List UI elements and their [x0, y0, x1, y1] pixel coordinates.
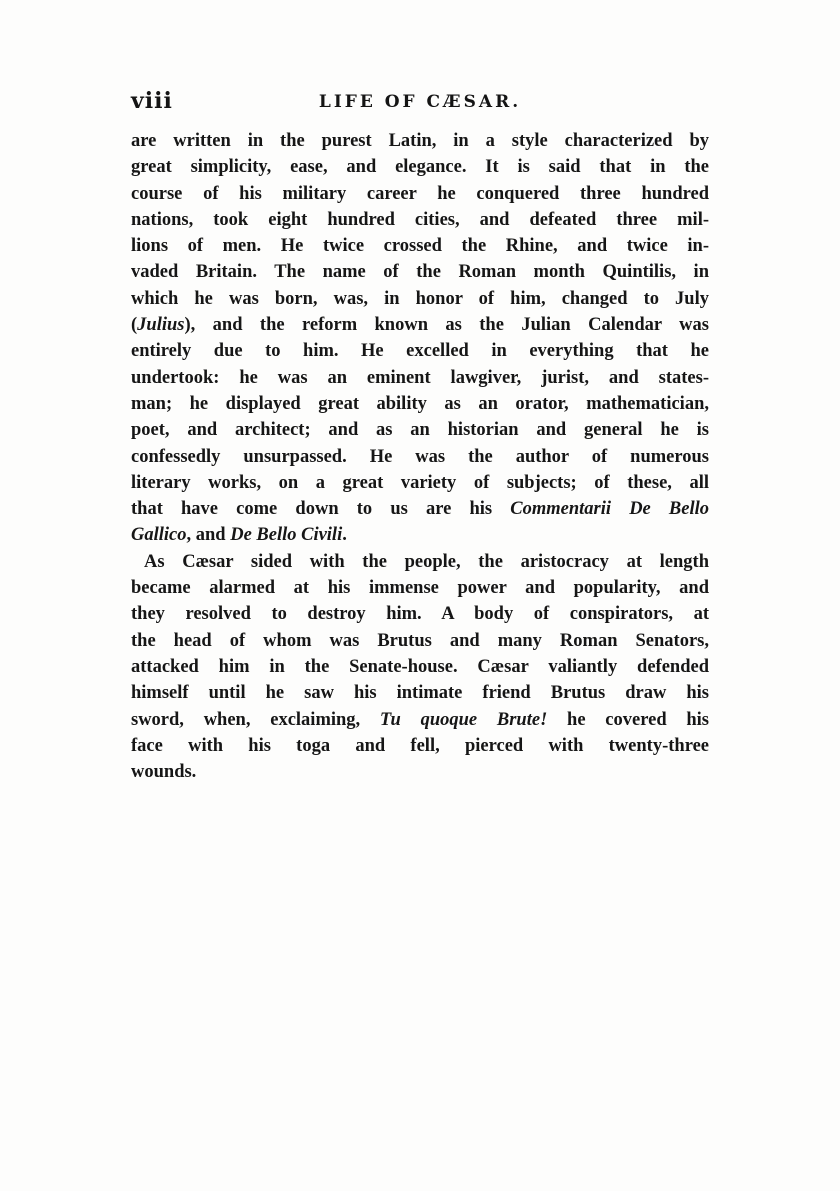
text-line: course of his military career he conquered three hundred [131, 183, 709, 204]
text-line: lions of men. He twice crossed the Rhine, and twice in- [131, 236, 709, 257]
text-segment: , and [186, 525, 231, 546]
text-line [131, 522, 709, 548]
italic-title: Commentarii De Bello [510, 499, 710, 520]
text-line: undertook: he was an eminent lawgiver, jurist, and states- [131, 367, 709, 388]
text-line: they resolved to destroy him. A body of conspirators, at [131, 604, 709, 625]
text-line [131, 707, 709, 733]
text-segment: ), and the reform known as the Julian Calendar was [184, 315, 709, 336]
text-line: great simplicity, ease, and elegance. It is said that in the [131, 157, 709, 178]
page-header [131, 88, 709, 118]
body-text [131, 128, 709, 785]
text-line [131, 496, 709, 522]
text-line: are written in the purest Latin, in a style characterized by [131, 131, 709, 151]
text-line: nations, took eight hundred cities, and defeated three mil- [131, 209, 709, 230]
text-line: face with his toga and fell, pierced with twenty-three [131, 735, 709, 756]
page-number: viii [131, 88, 173, 114]
paragraph-1 [131, 128, 709, 549]
text-segment: that have come down to us are his [131, 499, 511, 520]
italic-title: Gallico [131, 525, 187, 546]
paragraph-2 [131, 549, 709, 786]
text-line [131, 312, 709, 338]
text-line: vaded Britain. The name of the Roman month Quintilis, in [131, 262, 709, 283]
text-line: As Cæsar sided with the people, the aristocracy at length [144, 551, 709, 572]
text-segment: . [342, 525, 347, 546]
text-segment: sword, when, exclaiming, [131, 709, 380, 730]
text-line: became alarmed at his immense power and popularity, and [131, 578, 709, 599]
text-line: himself until he saw his intimate friend Brutus draw his [131, 683, 709, 704]
text-line: wounds. [131, 762, 197, 783]
italic-word: Julius [137, 315, 185, 336]
text-line: man; he displayed great ability as an orator, mathematician, [131, 393, 709, 414]
text-segment: he covered his [547, 709, 709, 730]
text-segment: ( [131, 315, 138, 336]
italic-quote: Tu quoque Brute! [379, 709, 548, 730]
text-line: literary works, on a great variety of subjects; of these, all [131, 472, 709, 493]
text-line: poet, and architect; and as an historian and general he is [131, 420, 709, 441]
running-title: LIFE OF CÆSAR. [318, 92, 522, 112]
text-line: entirely due to him. He excelled in everything that he [131, 341, 709, 362]
italic-title: De Bello Civili [230, 525, 343, 546]
text-line: confessedly unsurpassed. He was the author of numerous [131, 446, 709, 467]
text-line: which he was born, was, in honor of him, changed to July [131, 288, 709, 309]
text-line: the head of whom was Brutus and many Roman Senators, [131, 630, 709, 651]
text-line: attacked him in the Senate-house. Cæsar valiantly defended [131, 656, 709, 677]
